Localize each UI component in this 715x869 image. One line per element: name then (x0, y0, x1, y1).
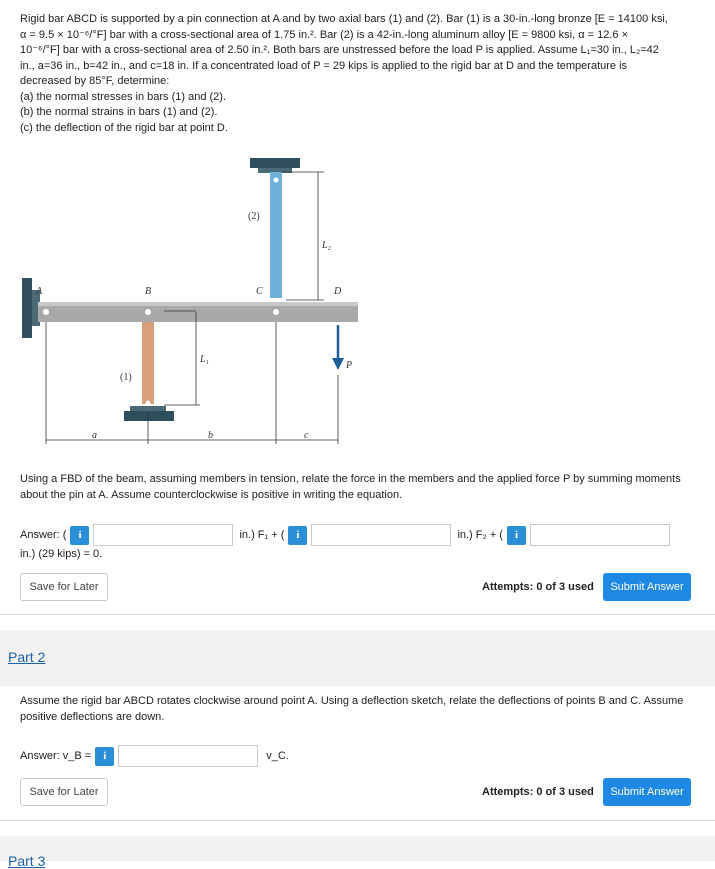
label-a: a (92, 430, 97, 441)
problem-line-2: α = 9.5 × 10⁻⁶/°F] bar with a cross-sectional area of 1.75 in.². Bar (2) is a 42-in.-long aluminum alloy [E = 9800 ksi, α = 12.6 × (20, 28, 628, 41)
rigid-beam-highlight (38, 302, 358, 306)
part3-header (0, 836, 715, 861)
problem-part-a: (a) the normal stresses in bars (1) and (2). (20, 90, 227, 103)
label-L1: L₁ (200, 354, 210, 365)
info-icon[interactable]: i (288, 526, 307, 545)
pin-B (145, 309, 151, 315)
divider (0, 820, 715, 821)
part2-answer-prefix: Answer: v_B = (20, 750, 92, 762)
part1-answer-prefix: Answer: ( (20, 529, 67, 541)
label-L2: L₂ (322, 240, 332, 251)
info-icon[interactable]: i (507, 526, 526, 545)
divider (0, 614, 715, 615)
label-P: P (346, 360, 353, 371)
part1-seg2: in.) F₂ + ( (457, 529, 503, 541)
pin-C (273, 309, 279, 315)
label-bar-1: (1) (120, 372, 132, 383)
rigid-bar-figure (0, 150, 360, 460)
submit-answer-button[interactable]: Submit Answer (603, 573, 691, 601)
problem-statement (20, 12, 700, 136)
submit-answer-button[interactable]: Submit Answer (603, 778, 691, 806)
save-for-later-button[interactable]: Save for Later (20, 778, 108, 806)
problem-part-c: (c) the deflection of the rigid bar at point D. (20, 121, 228, 134)
part1-answer-tail (20, 548, 102, 560)
part2-title-link[interactable]: Part 2 (8, 649, 46, 665)
save-for-later-button[interactable]: Save for Later (20, 573, 108, 601)
wall-support (22, 278, 32, 338)
label-c: c (304, 430, 309, 441)
coefficient-P-input[interactable] (530, 524, 670, 546)
bar-1-bottom-pin (146, 401, 151, 406)
part2-header (0, 630, 715, 686)
coefficient-F1-input[interactable] (93, 524, 233, 546)
attempts-counter: Attempts: 0 of 3 used (482, 786, 594, 798)
problem-part-b: (b) the normal strains in bars (1) and (2). (20, 106, 218, 118)
part1-seg1: in.) F₁ + ( (239, 529, 285, 541)
label-bar-2: (2) (248, 211, 260, 222)
label-B: B (145, 286, 152, 297)
problem-line-1: Rigid bar ABCD is supported by a pin connection at A and by two axial bars (1) and (2). Bar (1) is a 30-in.-long bronze [E = 14100 ksi, (20, 13, 668, 25)
bar-1 (142, 322, 154, 404)
bottom-support-base (130, 406, 166, 411)
part2-instruction: Assume the rigid bar ABCD rotates clockwise around point A. Using a deflection sketch, relate the deflections of points B and C. Assume positive deflections are down. (20, 695, 684, 723)
problem-line-4: in., a=36 in., b=42 in., and c=18 in. If a concentrated load of P = 29 kips is applied to the rigid bar at D and the temperature is (20, 59, 628, 72)
label-C: C (256, 286, 263, 297)
load-arrow-head (332, 358, 344, 370)
bar-2-top-pin (274, 178, 279, 183)
label-b: b (208, 430, 213, 441)
part1-seg3: in.) (29 kips) = 0. (20, 548, 103, 560)
problem-line-3: 10⁻⁶/°F] bar with a cross-sectional area of 2.50 in.². Both bars are unstressed before the load P is applied. Assume L₁=30 in., L₂=42 (20, 44, 659, 56)
pin-A (43, 309, 49, 315)
part1-answer-row (20, 524, 670, 546)
part2-suffix: v_C. (266, 750, 289, 762)
part2-answer-row (20, 745, 289, 767)
label-A: A (36, 286, 43, 297)
part3-title-link[interactable]: Part 3 (8, 853, 46, 869)
top-support (250, 158, 300, 168)
label-D: D (334, 286, 342, 297)
coefficient-F2-input[interactable] (311, 524, 451, 546)
info-icon[interactable]: i (95, 747, 114, 766)
vb-coefficient-input[interactable] (118, 745, 258, 767)
bar-2 (270, 172, 282, 298)
part1-instruction: Using a FBD of the beam, assuming members in tension, relate the force in the members and the applied force P by summing moments about the pin at A. Assume counterclockwise is positive in writing the equation. (20, 473, 681, 501)
problem-line-5: decreased by 85°F, determine: (20, 75, 170, 87)
info-icon[interactable]: i (70, 526, 89, 545)
attempts-counter: Attempts: 0 of 3 used (482, 581, 594, 593)
bottom-support (124, 411, 174, 421)
